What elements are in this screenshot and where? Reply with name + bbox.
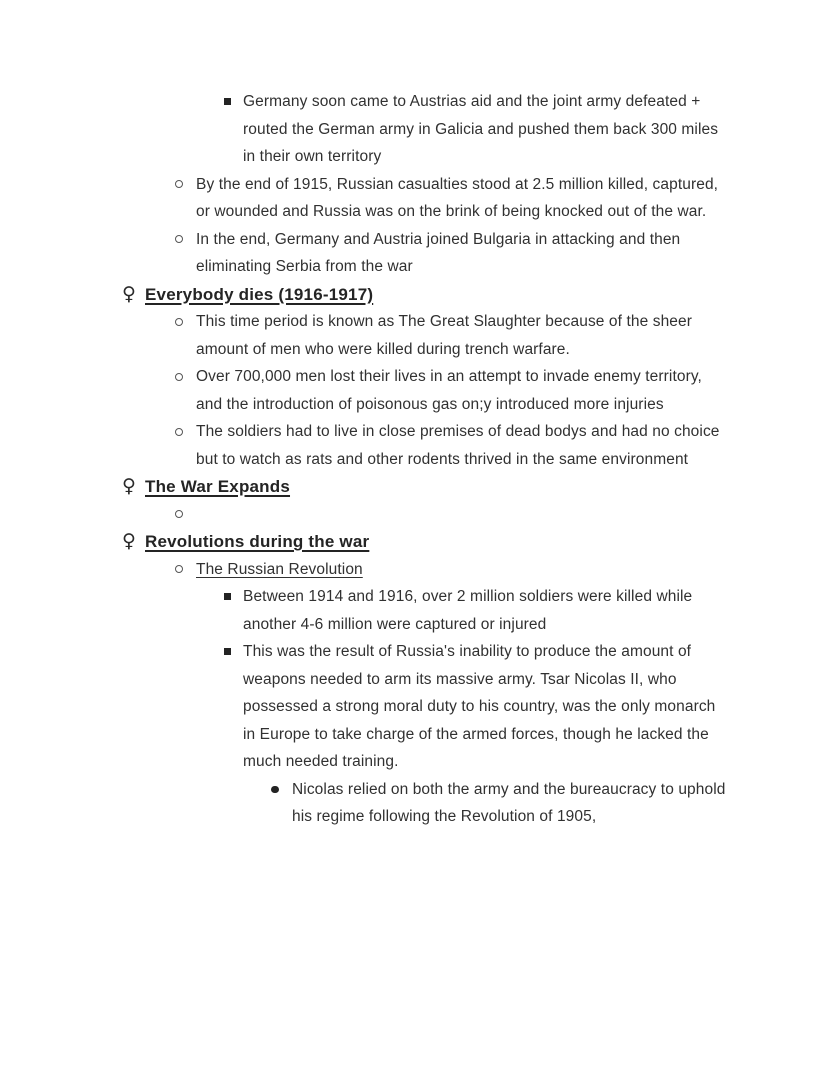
- list-item: [0, 418, 828, 473]
- circle-bullet-icon: [168, 363, 190, 391]
- section-heading-item: [0, 473, 828, 501]
- square-bullet-icon: [216, 638, 238, 666]
- list-item-text: The War Expands: [145, 477, 291, 496]
- list-item: [0, 88, 828, 171]
- list-item-text: This time period is known as The Great Slaughter because of the sheer amount of men who were killed during trench warfare.: [196, 313, 692, 358]
- section-heading-item: [0, 528, 828, 556]
- list-item-text: Everybody dies (1916-1917): [145, 284, 374, 304]
- section-heading-item: [0, 281, 828, 309]
- circle-bullet-icon: [168, 556, 190, 584]
- list-item: [0, 638, 828, 776]
- circle-bullet-icon: [168, 308, 190, 336]
- square-bullet-icon: [216, 583, 238, 611]
- list-item-text: Revolutions during the war: [145, 532, 370, 551]
- list-item-text: The Russian Revolution: [196, 560, 363, 578]
- list-item: [0, 501, 828, 529]
- square-bullet-icon: [216, 88, 238, 116]
- list-item-text: Nicolas relied on both the army and the bureaucracy to uphold his regime following the Revolution of 1905,: [292, 780, 726, 825]
- list-item: [0, 226, 828, 281]
- list-item: [0, 308, 828, 363]
- circle-bullet-icon: [168, 418, 190, 446]
- list-item-text: [196, 501, 728, 529]
- list-item-text: The soldiers had to live in close premises of dead bodys and had no choice but to watch as rats and other rodents thrived in the same environment: [196, 423, 720, 468]
- list-item: [0, 171, 828, 226]
- list-item: [0, 363, 828, 418]
- circle-bullet-icon: [168, 501, 190, 529]
- list-item-text: Between 1914 and 1916, over 2 million soldiers were killed while another 4-6 million were captured or injured: [243, 588, 693, 633]
- disc-bullet-icon: [264, 776, 286, 804]
- list-item: [0, 776, 828, 831]
- list-item-text: In the end, Germany and Austria joined Bulgaria in attacking and then eliminating Serbia from the war: [196, 230, 681, 275]
- list-item: [0, 583, 828, 638]
- circle-bullet-icon: [168, 171, 190, 199]
- list-item-text: By the end of 1915, Russian casualties stood at 2.5 million killed, captured, or wounded and Russia was on the brink of being knocked out of the war.: [196, 175, 719, 220]
- list-item: [0, 556, 828, 584]
- circle-bullet-icon: [168, 226, 190, 254]
- list-item-text: Germany soon came to Austrias aid and the joint army defeated + routed the German army in Galicia and pushed them back 300 miles in their own territory: [243, 93, 719, 165]
- pin-bullet-icon: ♀: [121, 475, 137, 498]
- pin-bullet-icon: ♀: [121, 282, 137, 305]
- pin-bullet-icon: ♀: [121, 530, 137, 553]
- list-item-text: Over 700,000 men lost their lives in an attempt to invade enemy territory, and the introduction of poisonous gas on;y introduced more injuries: [196, 368, 702, 413]
- list-item-text: This was the result of Russia's inability to produce the amount of weapons needed to arm its massive army. Tsar Nicolas II, who possessed a strong moral duty to his country, was the only monarch in Europe to take charge of the armed forces, though he lacked the much needed training.: [243, 643, 716, 770]
